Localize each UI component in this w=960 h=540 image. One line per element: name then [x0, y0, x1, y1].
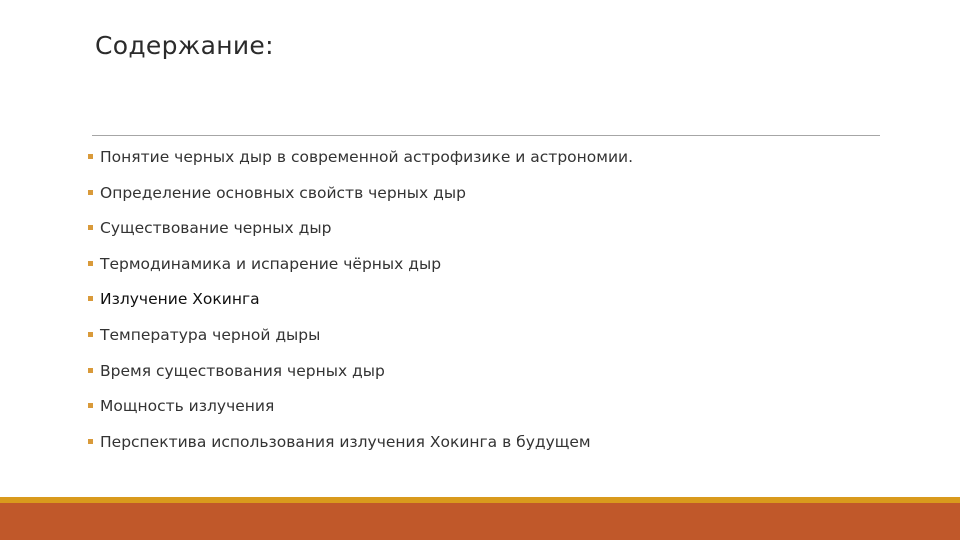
square-bullet-icon	[88, 332, 93, 337]
square-bullet-icon	[88, 225, 93, 230]
list-item	[88, 432, 633, 468]
list-item	[88, 183, 633, 219]
square-bullet-icon	[88, 439, 93, 444]
list-item	[88, 289, 633, 325]
square-bullet-icon	[88, 296, 93, 301]
list-item-text: Термодинамика и испарение чёрных дыр	[100, 254, 442, 273]
list-item-text: Мощность излучения	[100, 397, 275, 416]
list-item-text: Существование черных дыр	[100, 219, 332, 238]
list-item	[88, 396, 633, 432]
contents-list	[88, 147, 633, 467]
list-item	[88, 325, 633, 361]
square-bullet-icon	[88, 261, 93, 266]
square-bullet-icon	[88, 190, 93, 195]
slide-title: Содержание:	[95, 31, 274, 60]
list-item	[88, 147, 633, 183]
footer-stripe-rust	[0, 503, 960, 540]
list-item-text: Определение основных свойств черных дыр	[100, 183, 466, 202]
title-divider	[92, 135, 880, 136]
list-item	[88, 218, 633, 254]
list-item-text: Время существования черных дыр	[100, 361, 385, 380]
list-item	[88, 254, 633, 290]
list-item	[88, 361, 633, 397]
square-bullet-icon	[88, 403, 93, 408]
list-item-text: Температура черной дыры	[100, 325, 321, 344]
list-item-text: Понятие черных дыр в современной астрофизике и астрономии.	[100, 148, 634, 166]
list-item-text: Излучение Хокинга	[100, 290, 260, 309]
square-bullet-icon	[88, 154, 93, 159]
square-bullet-icon	[88, 368, 93, 373]
list-item-text: Перспектива использования излучения Хокинга в будущем	[100, 432, 591, 451]
